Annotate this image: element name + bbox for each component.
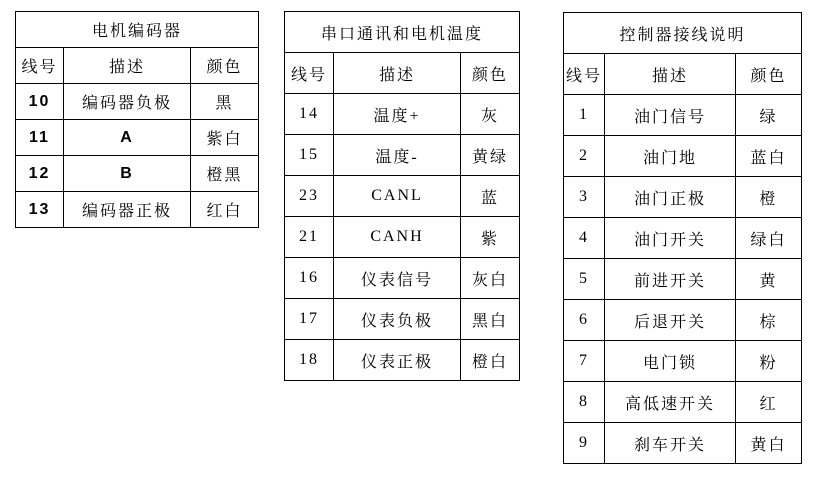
description-cell: 油门地 [605,136,736,177]
wire-number-cell: 3 [564,177,605,218]
table-row [564,95,802,136]
description-header: 描述 [64,48,191,84]
description-cell: A [64,120,191,156]
description-cell: 刹车开关 [605,423,736,464]
controller-wiring-table [563,12,802,464]
description-header: 描述 [605,54,736,95]
color-cell: 灰白 [461,258,520,299]
color-cell: 绿 [736,95,802,136]
wire-number-cell: 9 [564,423,605,464]
table-row [564,382,802,423]
color-header: 颜色 [736,54,802,95]
wire-number-cell: 11 [16,120,64,156]
table-title-row [285,12,520,53]
color-cell: 橙白 [461,340,520,381]
table-row [285,217,520,258]
description-cell: 温度- [334,135,461,176]
description-cell: 编码器负极 [64,84,191,120]
color-cell: 黑 [191,84,259,120]
table-row [564,136,802,177]
color-cell: 蓝白 [736,136,802,177]
wire-number-cell: 7 [564,341,605,382]
description-cell: 仪表负极 [334,299,461,340]
table-row [16,192,259,228]
wire-number-cell: 5 [564,259,605,300]
description-cell: 仪表信号 [334,258,461,299]
color-cell: 黑白 [461,299,520,340]
table-row [564,341,802,382]
color-cell: 黄 [736,259,802,300]
description-cell: 编码器正极 [64,192,191,228]
table-title-row [564,13,802,54]
table-header-row [285,53,520,94]
wire-number-cell: 10 [16,84,64,120]
wire-number-cell: 14 [285,94,334,135]
description-cell: 油门开关 [605,218,736,259]
description-cell: 前进开关 [605,259,736,300]
table-header-row [16,48,259,84]
color-cell: 紫白 [191,120,259,156]
color-cell: 红 [736,382,802,423]
table-row [285,258,520,299]
table-row [285,340,520,381]
serial-comm-motor-temp-table [284,11,520,381]
table-row [16,84,259,120]
description-cell: 电门锁 [605,341,736,382]
description-cell: CANH [334,217,461,258]
wire-number-cell: 21 [285,217,334,258]
color-cell: 橙 [736,177,802,218]
table-row [564,218,802,259]
wire-number-cell: 6 [564,300,605,341]
wire-number-cell: 23 [285,176,334,217]
description-cell: 温度+ [334,94,461,135]
table-row [16,156,259,192]
description-header: 描述 [334,53,461,94]
color-cell: 灰 [461,94,520,135]
color-cell: 紫 [461,217,520,258]
color-cell: 棕 [736,300,802,341]
wire-number-cell: 2 [564,136,605,177]
table-title: 串口通讯和电机温度 [285,12,520,53]
wire-number-header: 线号 [16,48,64,84]
wire-number-cell: 17 [285,299,334,340]
wire-number-cell: 8 [564,382,605,423]
table-title: 电机编码器 [16,12,259,48]
wire-number-cell: 13 [16,192,64,228]
color-cell: 红白 [191,192,259,228]
color-cell: 黄白 [736,423,802,464]
table-row [564,259,802,300]
color-header: 颜色 [461,53,520,94]
wire-number-cell: 12 [16,156,64,192]
color-cell: 绿白 [736,218,802,259]
table-row [564,300,802,341]
table-row [285,135,520,176]
description-cell: 高低速开关 [605,382,736,423]
table-row [564,177,802,218]
table-title-row [16,12,259,48]
wire-number-cell: 16 [285,258,334,299]
wire-number-cell: 4 [564,218,605,259]
table-row [285,299,520,340]
wire-number-header: 线号 [285,53,334,94]
description-cell: 仪表正极 [334,340,461,381]
table-title: 控制器接线说明 [564,13,802,54]
wire-number-header: 线号 [564,54,605,95]
motor-encoder-table [15,11,259,228]
color-cell: 橙黑 [191,156,259,192]
table-row [564,423,802,464]
description-cell: 油门信号 [605,95,736,136]
wire-number-cell: 1 [564,95,605,136]
table-row [16,120,259,156]
table-row [285,94,520,135]
color-cell: 粉 [736,341,802,382]
wire-number-cell: 18 [285,340,334,381]
description-cell: B [64,156,191,192]
color-header: 颜色 [191,48,259,84]
description-cell: 油门正极 [605,177,736,218]
color-cell: 黄绿 [461,135,520,176]
table-row [285,176,520,217]
description-cell: CANL [334,176,461,217]
wire-number-cell: 15 [285,135,334,176]
table-header-row [564,54,802,95]
color-cell: 蓝 [461,176,520,217]
description-cell: 后退开关 [605,300,736,341]
